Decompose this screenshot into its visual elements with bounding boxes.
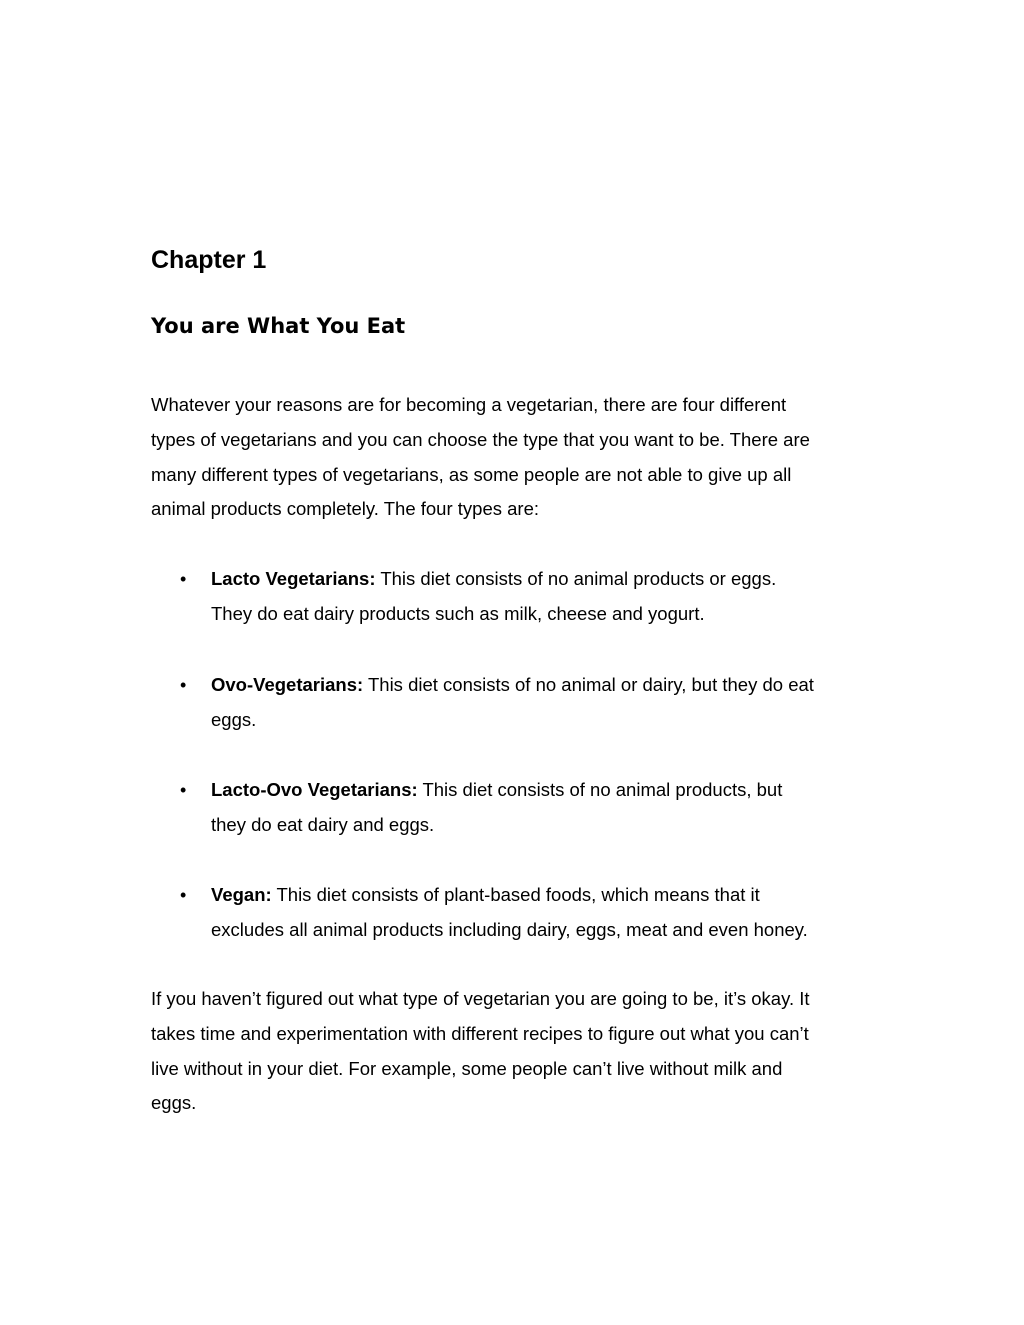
- list-item-second-line: They do eat dairy products such as milk, cheese and yogurt.: [211, 602, 705, 624]
- bullet-icon: •: [180, 885, 187, 905]
- bullet-icon: •: [180, 569, 187, 589]
- list-item-text: This diet consists of no animal products or eggs.: [375, 568, 777, 589]
- chapter-title: You are What You Eat: [151, 314, 406, 338]
- chapter-label: Chapter 1: [151, 246, 267, 274]
- closing-paragraph: [151, 982, 891, 1121]
- list-item-term: Vegan:: [211, 884, 272, 905]
- intro-line: animal products completely. The four types are:: [151, 498, 540, 520]
- list-item-first-line: [211, 878, 891, 913]
- intro-paragraph: [151, 388, 891, 527]
- list-item-text: This diet consists of plant-based foods, which means that it: [271, 884, 760, 905]
- list-item-lacto-vegetarians: [180, 562, 891, 632]
- intro-line: many different types of vegetarians, as some people are not able to give up all: [151, 463, 792, 485]
- list-item-text: This diet consists of no animal or dairy, but they do eat: [363, 674, 814, 695]
- closing-line: eggs.: [151, 1092, 197, 1114]
- list-item-first-line: [211, 773, 891, 808]
- list-item-text: This diet consists of no animal products, but: [417, 779, 783, 800]
- intro-line: Whatever your reasons are for becoming a vegetarian, there are four different: [151, 394, 787, 415]
- list-item-second-line: eggs.: [211, 708, 257, 730]
- list-item-ovo-vegetarians: [180, 668, 891, 738]
- list-item-lacto-ovo-vegetarians: [180, 773, 891, 843]
- closing-line: takes time and experimentation with different recipes to figure out what you can’t: [151, 1022, 809, 1044]
- list-item-first-line: [211, 562, 891, 597]
- list-item-first-line: [211, 668, 891, 703]
- intro-line: types of vegetarians and you can choose the type that you want to be. There are: [151, 428, 810, 450]
- list-item-term: Ovo-Vegetarians:: [211, 674, 364, 695]
- list-item-second-line: excludes all animal products including dairy, eggs, meat and even honey.: [211, 918, 808, 940]
- list-item-second-line: they do eat dairy and eggs.: [211, 813, 435, 835]
- bullet-icon: •: [180, 675, 187, 695]
- list-item-term: Lacto Vegetarians:: [211, 568, 376, 589]
- bullet-icon: •: [180, 780, 187, 800]
- closing-line: If you haven’t figured out what type of vegetarian you are going to be, it’s okay. It: [151, 988, 810, 1009]
- closing-line: live without in your diet. For example, some people can’t live without milk and: [151, 1057, 783, 1079]
- list-item-vegan: [180, 878, 891, 948]
- list-item-term: Lacto-Ovo Vegetarians:: [211, 779, 418, 800]
